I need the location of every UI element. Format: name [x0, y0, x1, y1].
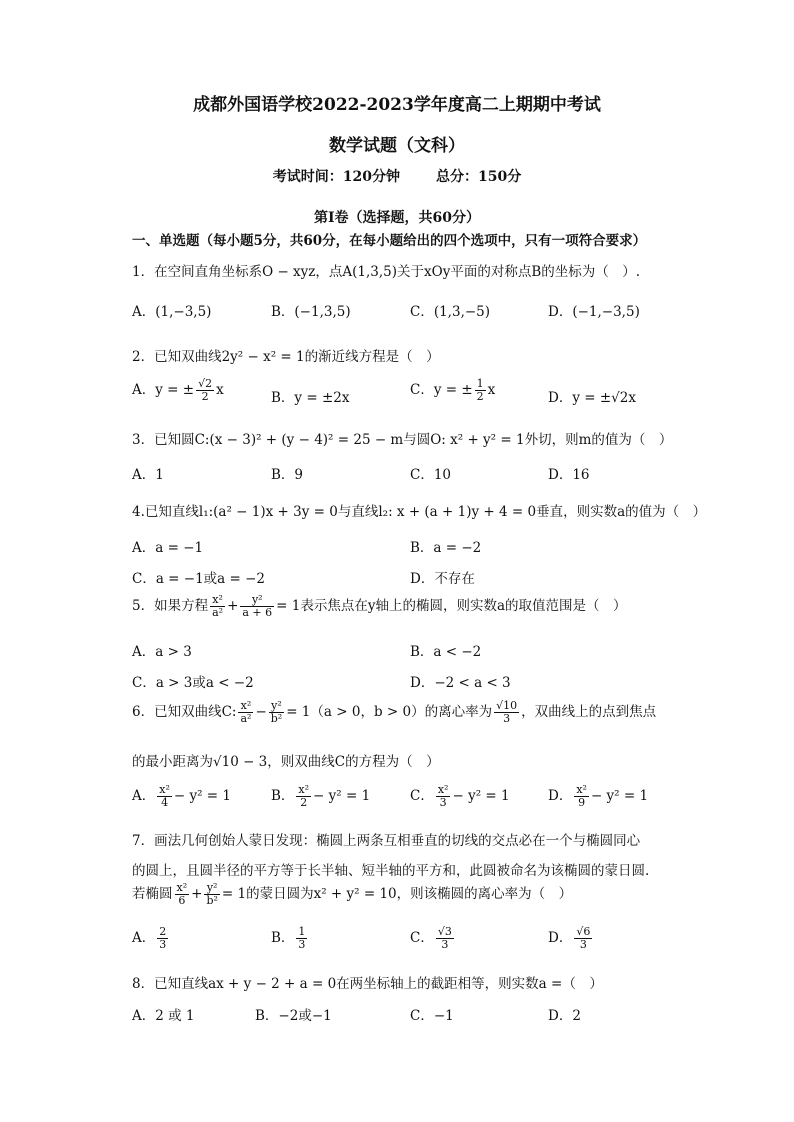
exam-time: 考试时间：120分钟: [272, 169, 400, 185]
fraction: $\frac{\text{x²}}{9}$: [576, 783, 587, 809]
q8-option-b: B．−2或−1: [255, 1008, 332, 1024]
fraction: $\frac{\text{x²}}{\text{a²}}$: [212, 593, 224, 619]
fraction: $\frac{\text{x²}}{\text{a²}}$: [240, 699, 252, 725]
fraction: $\frac{\text{x²}}{4}$: [159, 783, 170, 809]
q5-option-a: A．a > 3: [132, 644, 192, 660]
q6-option-d: D． $\frac{\text{x²}}{9}$ − y² = 1: [548, 783, 649, 809]
q7-option-c: C． $\frac{√3}{3}$: [410, 925, 452, 951]
fraction: $\frac{√2}{2}$: [198, 377, 213, 403]
q6-option-a: A． $\frac{\text{x²}}{4}$ − y² = 1: [132, 783, 231, 809]
q4-option-c: C．a = −1或a = −2: [132, 571, 266, 587]
q8-option-a: A．2 或 1: [132, 1008, 195, 1024]
q4-option-d: D．不存在: [410, 571, 475, 587]
q7-stem-line3: 若椭圆 $\frac{\text{x²}}{6}$ + $\frac{\text{y²}}{\text{b²}}$ = 1的蒙日圆为x² + y² = 10，则该椭圆的离心率为（ ）: [132, 881, 573, 907]
q5-option-c: C．a > 3或a < −2: [132, 675, 254, 691]
q2-option-a: A．y = ± $\frac{√2}{2}$ x: [132, 377, 224, 403]
q1-option-c: C．(1,3,−5): [410, 304, 491, 320]
fraction: $\frac{1}{2}$: [476, 377, 484, 403]
q3-stem: 3．已知圆C:(x − 3)² + (y − 4)² = 25 − m与圆O: x² + y² = 1外切，则m的值为（ ）: [132, 432, 673, 448]
exam-meta: [0, 166, 794, 186]
fraction: $\frac{\text{x²}}{2}$: [298, 783, 310, 809]
q3-option-c: C．10: [410, 467, 452, 483]
q3-option-a: A．1: [132, 467, 164, 483]
fraction: $\frac{\text{y²}}{\text{b²}}$: [206, 881, 218, 907]
q8-option-c: C．−1: [410, 1008, 454, 1024]
fraction: $\frac{√6}{3}$: [576, 925, 591, 951]
q4-stem: 4.已知直线l₁:(a² − 1)x + 3y = 0与直线l₂: x + (a + 1)y + 4 = 0垂直，则实数a的值为（ ）: [132, 504, 707, 520]
q4-option-a: A．a = −1: [132, 540, 204, 556]
q6-option-c: C． $\frac{\text{x²}}{3}$ − y² = 1: [410, 783, 510, 809]
fraction: $\frac{\text{y²}}{a + 6}$: [242, 593, 273, 619]
fraction: $\frac{\text{y²}}{\text{b²}}$: [270, 699, 283, 725]
q5-option-d: D．−2 < a < 3: [410, 675, 511, 691]
q2-option-b: B．y = ±2x: [271, 390, 350, 406]
fraction: $\frac{2}{3}$: [159, 925, 167, 951]
q7-option-a: A． $\frac{2}{3}$: [132, 925, 167, 951]
q3-option-b: B．9: [271, 467, 304, 483]
q8-option-d: D．2: [548, 1008, 581, 1024]
q6-stem: 6．已知双曲线C: $\frac{\text{x²}}{\text{a²}}$ − $\frac{\text{y²}}{\text{b²}}$ = 1（a > 0，b > 0）的离心率为 $\frac{√10}{3}$ ，双曲线上的点到焦点: [132, 699, 657, 725]
section-heading: 一、单选题（每小题5分，共60分，在每小题给出的四个选项中，只有一项符合要求）: [132, 233, 647, 249]
q2-option-d: D．y = ±√2x: [548, 390, 636, 406]
exam-total: 总分：150分: [436, 169, 522, 185]
q7-option-b: B． $\frac{1}{3}$: [271, 925, 306, 951]
fraction: $\frac{\text{x²}}{3}$: [437, 783, 449, 809]
q8-stem: 8．已知直线ax + y − 2 + a = 0在两坐标轴上的截距相等，则实数a =（ ）: [132, 976, 603, 992]
q2-stem: 2．已知双曲线2y² − x² = 1的渐近线方程是（ ）: [132, 349, 440, 365]
fraction: $\frac{√3}{3}$: [437, 925, 452, 951]
q7-stem: 7．画法几何创始人蒙日发现：椭圆上两条互相垂直的切线的交点必在一个与椭圆同心: [132, 833, 641, 849]
q7-stem-line2: 的圆上，且圆半径的平方等于长半轴、短半轴的平方和，此圆被命名为该椭圆的蒙日圆.: [132, 863, 650, 879]
q3-option-d: D．16: [548, 467, 590, 483]
exam-subtitle: 数学试题（文科）: [329, 136, 465, 156]
q5-stem: 5．如果方程 $\frac{\text{x²}}{\text{a²}}$ + $\frac{\text{y²}}{a + 6}$ = 1表示焦点在y轴上的椭圆，则实数a的取值范围是（ ）: [132, 593, 627, 619]
q1-option-a: A．(1,−3,5): [132, 304, 212, 320]
q5-option-b: B．a < −2: [410, 644, 482, 660]
q4-option-b: B．a = −2: [410, 540, 482, 556]
q1-option-b: B．(−1,3,5): [271, 304, 351, 320]
fraction: $\frac{\text{x²}}{6}$: [176, 881, 188, 907]
q1-stem: 1．在空间直角坐标系O − xyz，点A(1,3,5)关于xOy平面的对称点B的坐标为（ ）.: [132, 264, 641, 280]
q6-option-b: B． $\frac{\text{x²}}{2}$ − y² = 1: [271, 783, 371, 809]
q7-option-d: D． $\frac{√6}{3}$: [548, 925, 591, 951]
fraction: $\frac{√10}{3}$: [496, 699, 518, 725]
fraction: $\frac{1}{3}$: [298, 925, 306, 951]
q2-option-c: C．y = ± $\frac{1}{2}$ x: [410, 377, 496, 403]
q1-option-d: D．(−1,−3,5): [548, 304, 640, 320]
exam-title: 成都外国语学校2022-2023学年度高二上期期中考试: [193, 95, 601, 115]
q6-stem-line2: 的最小距离为√10 − 3，则双曲线C的方程为（ ）: [132, 754, 440, 770]
part-heading: 第Ⅰ卷（选择题，共60分）: [313, 210, 481, 226]
